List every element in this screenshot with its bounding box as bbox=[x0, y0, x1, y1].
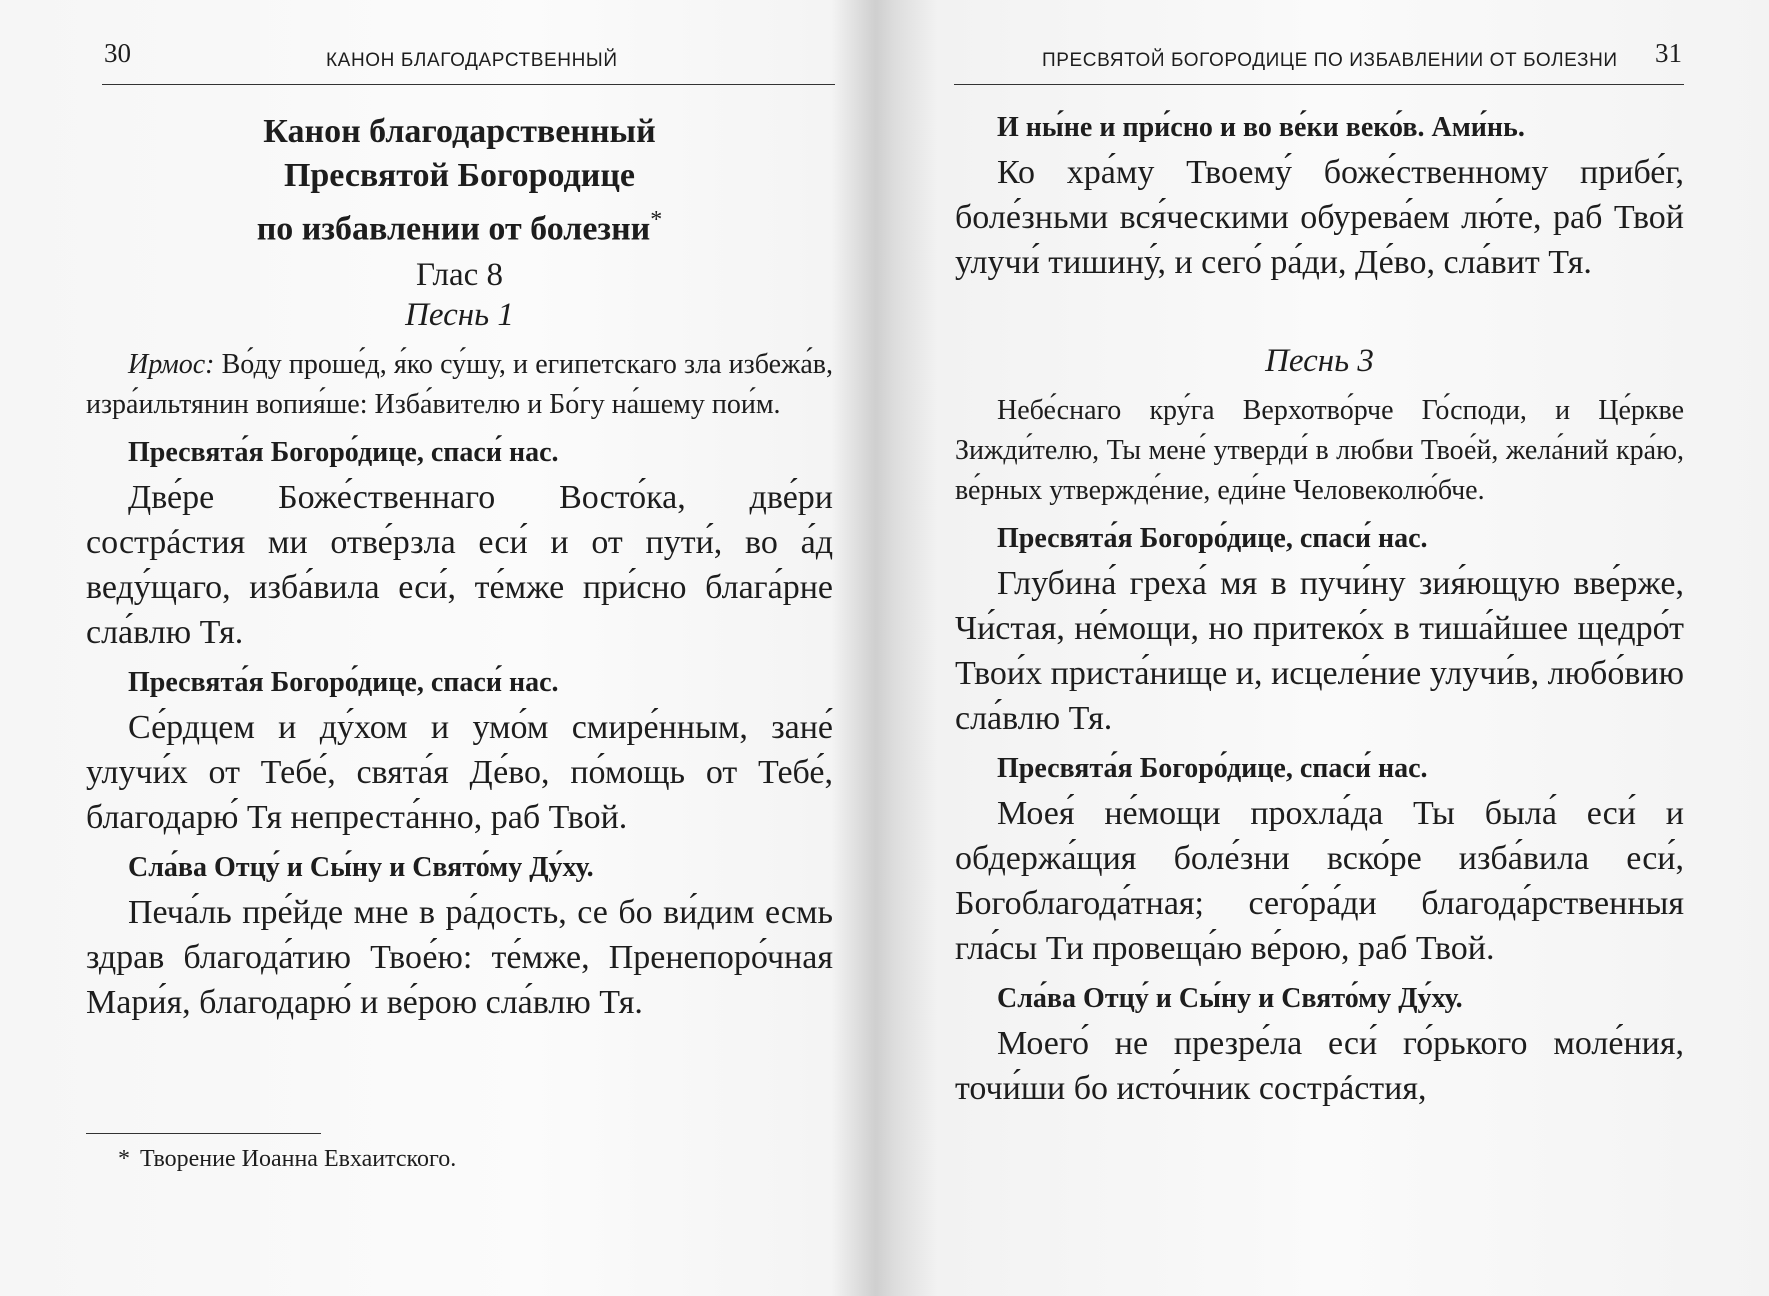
left-text-column bbox=[86, 110, 833, 1025]
refrain: Пресвята́я Богоро́дице, спаси́ нас. bbox=[128, 667, 559, 699]
ode-1-heading: Песнь 1 bbox=[405, 297, 514, 334]
running-header-right bbox=[954, 34, 1684, 85]
refrain: Пресвята́я Богоро́дице, спаси́ нас. bbox=[128, 437, 559, 469]
running-title-left: КАНОН БЛАГОДАРСТВЕННЫЙ bbox=[326, 50, 618, 71]
footnote bbox=[118, 1146, 456, 1173]
title-line-2: Пресвятой Богородице bbox=[283, 157, 636, 194]
refrain: Пресвята́я Богоро́дице, спаси́ нас. bbox=[997, 523, 1428, 554]
tone-label: Глас 8 bbox=[415, 257, 504, 294]
troparion: Печа́ль пре́йде мне в ра́дость, се бо ви́дим есмь здрав благода́тию Твое́ю: те́мже, Пренепоро́чная Мари́я, благодарю́ и ве́рою сла́влю Тя. bbox=[86, 894, 833, 1022]
title-line-3: по избавлении от болезни bbox=[256, 210, 651, 248]
glory-refrain: Сла́ва Отцу́ и Сы́ну и Свято́му Ду́ху. bbox=[128, 852, 594, 884]
troparion: Глубина́ греха́ мя в пучи́ну зия́ющую вве́рже, Чи́стая, не́мощи, но притеко́х в тиша́йшее щедро́т Твои́х приста́нище и, исцеле́ние улучи́в, любо́вию сла́влю Тя. bbox=[955, 565, 1684, 737]
troparion: Моего́ не презре́ла еси́ го́рького моле́ния, точи́ши бо исто́чник сострáстия, bbox=[955, 1025, 1684, 1107]
right-page bbox=[884, 0, 1769, 1296]
refrain: Пресвята́я Богоро́дице, спаси́ нас. bbox=[997, 753, 1428, 784]
right-text-column bbox=[955, 110, 1684, 1111]
glory-refrain: Сла́ва Отцу́ и Сы́ну и Свято́му Ду́ху. bbox=[997, 983, 1463, 1014]
troparion: Две́ре Боже́ственнаго Восто́ка, две́ри сострáстия ми отве́рзла еси́ и от пути́, во а́д веду́щаго, изба́вила еси́, те́мже при́сно блага́рне сла́влю Тя. bbox=[86, 479, 833, 652]
theotokion: Ко хра́му Твоему́ боже́ственному прибе́г, боле́зньми вся́ческими обурева́ем лю́те, раб Твой улучи́ тишину́, и сего́ ра́ди, Де́во, сла́вит Тя. bbox=[955, 154, 1684, 281]
canon-title bbox=[86, 110, 833, 251]
footnote-star: * bbox=[118, 1146, 130, 1172]
ode-3-heading: Песнь 3 bbox=[1265, 343, 1374, 379]
irmos-3: Небе́снаго кру́га Верхотво́рче Го́споди, и Це́ркве Зижди́телю, Ты мене́ утверди́ в любви Твое́й, жела́ний кра́ю, ве́рных утвержде́ние, еди́не Человеколю́бче. bbox=[955, 395, 1684, 506]
running-header-left bbox=[102, 34, 835, 85]
troparion: Моея́ не́мощи прохла́да Ты была́ еси́ и обдержа́щия боле́зни вско́ре изба́вила еси́, Богоблагода́тная; сего́ра́ди благода́рственныя гла́сы Ти провеща́ю ве́рою, раб Твой. bbox=[955, 795, 1684, 967]
irmos-1 bbox=[86, 345, 833, 425]
footnote-text: Творение Иоанна Евхаитского. bbox=[140, 1146, 457, 1172]
title-line-1: Канон благодарственный bbox=[263, 113, 656, 150]
running-title-right: ПРЕСВЯТОЙ БОГОРОДИЦЕ ПО ИЗБАВЛЕНИИ ОТ БОЛЕЗНИ bbox=[1042, 50, 1618, 71]
irmos-label: Ирмос: bbox=[128, 349, 215, 381]
page-number-right: 31 bbox=[1655, 38, 1682, 68]
now-and-ever-refrain: И ны́не и при́сно и во ве́ки веко́в. Ами́нь. bbox=[997, 112, 1525, 143]
page-number-left: 30 bbox=[104, 38, 131, 68]
left-page bbox=[0, 0, 884, 1296]
troparion: Се́рдцем и ду́хом и умо́м смире́нным, зане́ улучи́х от Тебе́, свята́я Де́во, по́мощь от Тебе́, благодарю́ Тя непреста́нно, раб Твой. bbox=[86, 709, 833, 837]
irmos-1-text: Во́ду проше́д, я́ко су́шу, и египетскаго зла избежа́в, изра́ильтянин вопия́ше: Изба́вителю и Бо́гу на́шему пои́м. bbox=[86, 349, 834, 421]
footnote-marker: * bbox=[650, 207, 663, 233]
footnote-rule bbox=[86, 1133, 321, 1134]
